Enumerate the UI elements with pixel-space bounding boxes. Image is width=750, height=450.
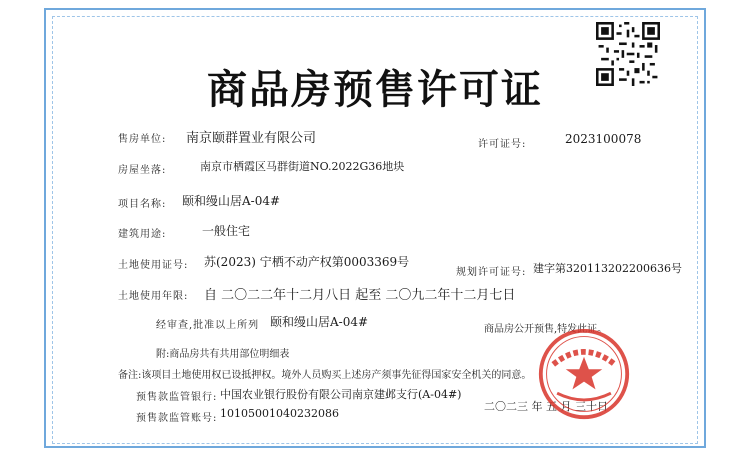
page-title: 商品房预售许可证 [207,67,543,113]
bank-value: 中国农业银行股份有限公司南京建邺支行(A-04#) [220,388,462,401]
planning-value: 建字第320113202200636号 [533,262,682,275]
account-label: 预售款监管账号: [136,413,218,424]
approval-suffix: 商品房公开预售,特发此证。 [484,324,608,335]
attachment-text: 附:商品房共有共用部位明细表 [156,349,290,360]
seller-value: 南京颐群置业有限公司 [186,131,317,146]
usage-value: 一般住宅 [202,224,251,238]
official-seal-icon [536,326,632,422]
permit-value: 2023100078 [565,132,642,146]
usage-label: 建筑用途: [118,229,167,240]
note-text: 备注:该项目土地使用权已设抵押权。境外人员购买上述房产须事先征得国家安全机关的同意。 [118,370,532,381]
bank-label: 预售款监管银行: [136,392,218,403]
project-label: 项目名称: [118,199,167,210]
issue-date: 二〇二三 年 五 月 三十日 [484,400,608,413]
land-cert-label: 土地使用证号: [118,260,189,271]
approval-project: 颐和缦山居A-04# [270,315,369,329]
location-label: 房屋坐落: [118,165,167,176]
planning-label: 规划许可证号: [456,267,527,278]
land-term-value: 自 二〇二二年十二月八日 起至 二〇九二年十二月七日 [204,288,516,303]
permit-label: 许可证号: [478,139,527,150]
location-value: 南京市栖霞区马群街道NO.2022G36地块 [200,160,405,173]
land-cert-value: 苏(2023) 宁栖不动产权第0003369号 [204,255,410,269]
project-value: 颐和缦山居A-04# [182,194,281,208]
land-term-label: 土地使用年限: [118,291,189,302]
account-value: 10105001040232086 [220,407,339,420]
approval-prefix: 经审查,批准以上所列 [156,320,260,331]
seller-label: 售房单位: [118,134,167,145]
